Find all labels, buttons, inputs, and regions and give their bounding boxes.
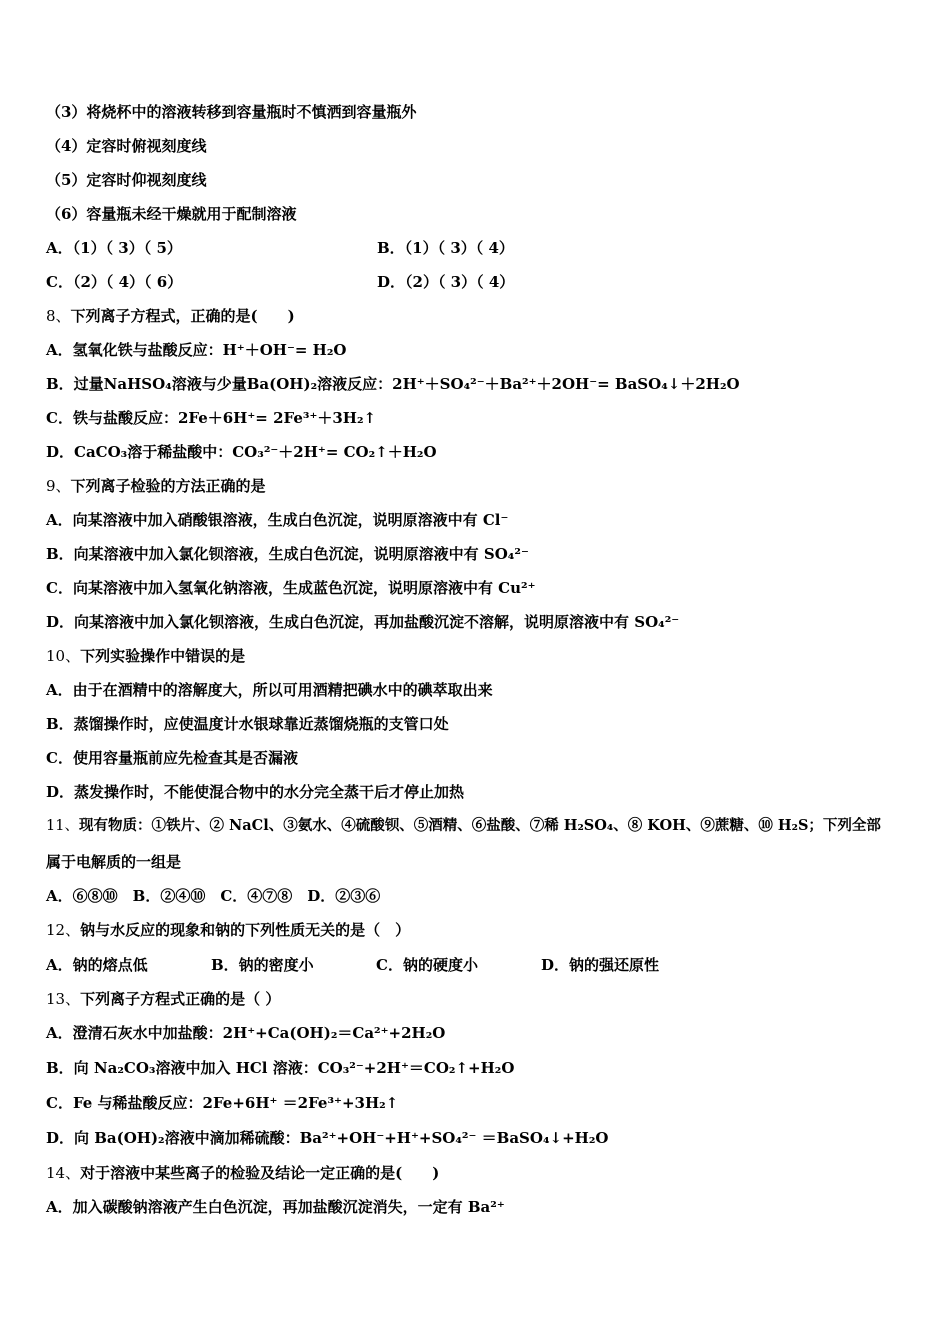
- q7-item-4: （4）定容时俯视刻度线: [46, 137, 207, 155]
- q13-option-c: C．Fe 与稀盐酸反应：2Fe+6H⁺ ＝2Fe³⁺+3H₂↑: [46, 1094, 399, 1112]
- q12-option-a: A．钠的熔点低: [46, 956, 148, 974]
- q10-option-d: D．蒸发操作时，不能使混合物中的水分完全蒸干后才停止加热: [46, 783, 465, 801]
- q8-option-a: A．氢氧化铁与盐酸反应：H⁺＋OH⁻= H₂O: [46, 341, 347, 359]
- question-text: 下列离子方程式，正确的是( ): [70, 307, 295, 325]
- q7-item-5: （5）定容时仰视刻度线: [46, 171, 207, 189]
- q7-item-3: （3）将烧杯中的溶液转移到容量瓶时不慎洒到容量瓶外: [46, 103, 417, 121]
- question-number: 10、: [46, 647, 81, 665]
- q10-option-a: A．由于在酒精中的溶解度大，所以可用酒精把碘水中的碘萃取出来: [46, 681, 493, 699]
- q14-stem: [46, 1163, 439, 1183]
- q9-stem: [46, 476, 266, 496]
- q8-option-b: B．过量NaHSO₄溶液与少量Ba(OH)₂溶液反应：2H⁺＋SO₄²⁻＋Ba²⁺＋2OH⁻= BaSO₄↓＋2H₂O: [46, 375, 740, 393]
- q9-option-a: A．向某溶液中加入硝酸银溶液，生成白色沉淀，说明原溶液中有 Cl⁻: [46, 511, 509, 529]
- q7-option-d: D．（2）（ 3）（ 4）: [377, 273, 515, 291]
- q13-option-d: D．向 Ba(OH)₂溶液中滴加稀硫酸：Ba²⁺+OH⁻+H⁺+SO₄²⁻ ＝BaSO₄↓+H₂O: [46, 1129, 609, 1147]
- q9-option-b: B．向某溶液中加入氯化钡溶液，生成白色沉淀，说明原溶液中有 SO₄²⁻: [46, 545, 529, 563]
- q7-option-a: A．（1）（ 3）（ 5）: [46, 239, 182, 257]
- q8-option-d: D．CaCO₃溶于稀盐酸中：CO₃²⁻＋2H⁺= CO₂↑＋H₂O: [46, 443, 437, 461]
- q12-option-d: D．钠的强还原性: [541, 956, 660, 974]
- question-number: 12、: [46, 921, 81, 939]
- question-text: 下列实验操作中错误的是: [80, 647, 246, 665]
- question-text: 下列离子检验的方法正确的是: [70, 477, 266, 495]
- question-number: 14、: [46, 1164, 81, 1182]
- question-text: 钠与水反应的现象和钠的下列性质无关的是（ ）: [80, 921, 411, 939]
- q9-option-d: D．向某溶液中加入氯化钡溶液，生成白色沉淀，再加盐酸沉淀不溶解，说明原溶液中有 SO₄²⁻: [46, 613, 680, 631]
- q11-stem-continued: 属于电解质的一组是: [46, 853, 182, 871]
- q12-stem: [46, 920, 410, 940]
- q14-option-a: A．加入碳酸钠溶液产生白色沉淀，再加盐酸沉淀消失，一定有 Ba²⁺: [46, 1198, 505, 1216]
- q8-option-c: C．铁与盐酸反应：2Fe＋6H⁺= 2Fe³⁺＋3H₂↑: [46, 409, 377, 427]
- q12-options: [46, 955, 659, 975]
- question-number: 8、: [46, 307, 71, 325]
- q12-option-c: C．钠的硬度小: [376, 956, 478, 974]
- q9-option-c: C．向某溶液中加入氢氧化钠溶液，生成蓝色沉淀，说明原溶液中有 Cu²⁺: [46, 579, 536, 597]
- q13-option-a: A．澄清石灰水中加盐酸：2H⁺+Ca(OH)₂＝Ca²⁺+2H₂O: [46, 1024, 446, 1042]
- q13-stem: [46, 989, 280, 1009]
- q10-option-c: C．使用容量瓶前应先检查其是否漏液: [46, 749, 298, 767]
- q7-option-b: B．（1）（ 3）（ 4）: [377, 239, 514, 257]
- q7-item-6: （6）容量瓶未经干燥就用于配制溶液: [46, 205, 297, 223]
- q8-stem: [46, 306, 295, 326]
- q11-stem: [46, 816, 881, 836]
- q12-option-b: B．钠的密度小: [211, 956, 314, 974]
- q13-option-b: B．向 Na₂CO₃溶液中加入 HCl 溶液：CO₃²⁻+2H⁺＝CO₂↑+H₂O: [46, 1059, 515, 1077]
- question-text: 对于溶液中某些离子的检验及结论一定正确的是( ): [80, 1164, 440, 1182]
- q10-stem: [46, 646, 245, 666]
- question-text: 现有物质：①铁片、② NaCl、③氨水、④硫酸钡、⑤酒精、⑥盐酸、⑦稀 H₂SO₄、⑧ KOH、⑨蔗糖、⑩ H₂S；下列全部: [78, 817, 881, 834]
- question-number: 13、: [46, 990, 81, 1008]
- question-number: 9、: [46, 477, 71, 495]
- question-number: 11、: [46, 818, 79, 834]
- q11-options: A．⑥⑧⑩ B．②④⑩ C．④⑦⑧ D．②③⑥: [46, 887, 381, 905]
- q7-option-c: C．（2）（ 4）（ 6）: [46, 273, 183, 291]
- question-text: 下列离子方程式正确的是（ ）: [80, 990, 281, 1008]
- q10-option-b: B．蒸馏操作时，应使温度计水银球靠近蒸馏烧瓶的支管口处: [46, 715, 449, 733]
